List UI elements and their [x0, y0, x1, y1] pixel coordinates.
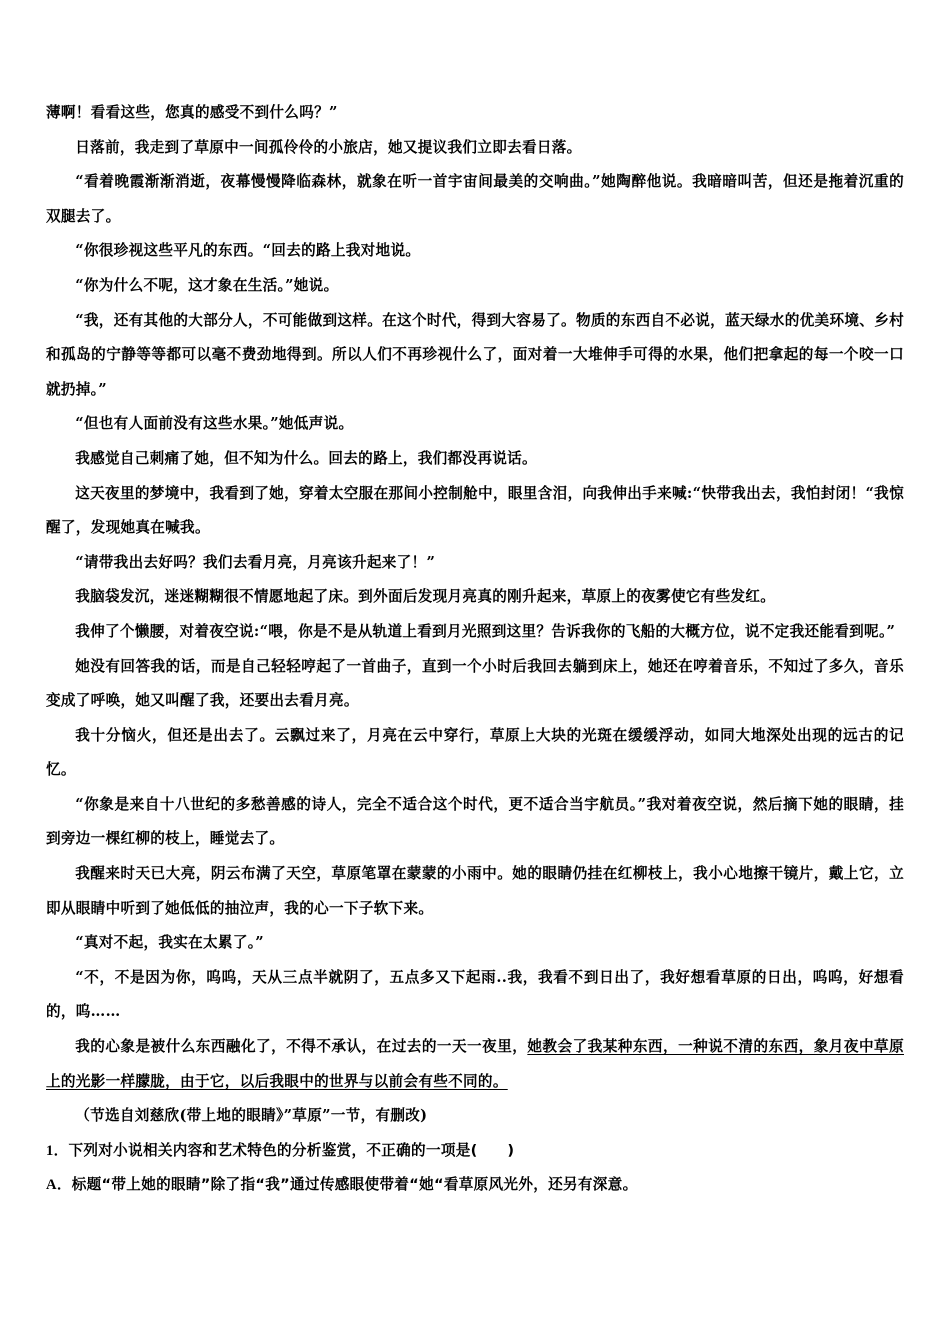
paragraph-9: 这天夜里的梦境中，我看到了她，穿着太空服在那间小控制舱中，眼里含泪，向我伸出手来喊:“快带我出去，我怕封闭！“我惊醒了，发现她真在喊我。 [46, 484, 904, 537]
question-number: 1． [46, 1142, 69, 1159]
paragraph-3: “看着晚霞渐渐消逝，夜幕慢慢降临森林，就象在听一首宇宙间最美的交响曲。”她陶醉他说。我暗暗叫苦，但还是拖着沉重的双腿去了。 [46, 173, 904, 225]
paragraph-final [46, 1030, 904, 1099]
paragraph-14: 我十分恼火，但还是出去了。云飘过来了，月亮在云中穿行，草原上大块的光斑在缓缓浮动，如同大地深处出现的远古的记忆。 [46, 726, 904, 779]
question-1 [46, 1134, 904, 1169]
final-paragraph-underlined: 她教会了我某种东西，一种说不清的东西，象月夜中草原上的光影一样朦胧，由于它，以后我眼中的世界与以前会有些不同的。 [46, 1038, 904, 1090]
paragraph-15: “你象是来自十八世纪的多愁善感的诗人，完全不适合这个时代，更不适合当宇航员。”我对着夜空说，然后摘下她的眼睛，挂到旁边一棵红柳的枝上，睡觉去了。 [46, 795, 904, 848]
question-options [46, 1168, 904, 1203]
option-letter: A． [46, 1177, 72, 1194]
paragraph-8: 我感觉自己刺痛了她，但不知为什么。回去的路上，我们都没再说话。 [75, 449, 537, 467]
option-1[interactable] [46, 1168, 904, 1203]
final-paragraph-plain: 我的心象是被什么东西融化了，不得不承认，在过去的一天一夜里， [75, 1038, 528, 1056]
paragraph-16: 我醒来时天已大亮，阴云布满了天空，草原笔罩在蒙蒙的小雨中。她的眼睛仍挂在红柳枝上，我小心地擦干镜片，戴上它，立即从眼睛中听到了她低低的抽泣声，我的心一下子软下来。 [46, 865, 904, 917]
paragraph-13: 她没有回答我的话，而是自己轻轻哼起了一首曲子，直到一个小时后我回去躺到床上，她还在哼着音乐，不知过了多久，音乐变成了呼唤，她又叫醒了我，还要出去看月亮。 [46, 657, 904, 710]
paragraph-4: “你很珍视这些平凡的东西。“回去的路上我对地说。 [75, 242, 421, 260]
question-text: 下列对小说相关内容和艺术特色的分析鉴赏，不正确的一项是( ) [68, 1141, 515, 1159]
option-text: 标题“带上她的眼睛”除了指“我”通过传感眼使带着“她“看草原风光外，还另有深意。 [71, 1176, 638, 1194]
paragraph-18: “不，不是因为你，呜呜，天从三点半就阴了，五点多又下起雨..我，我看不到日出了，我好想看草原的日出，呜呜，好想看的，呜…… [46, 968, 904, 1021]
document-page [46, 96, 904, 1203]
paragraph-10: “请带我出去好吗？我们去看月亮，月亮该升起来了！” [75, 553, 436, 571]
paragraph-2: 日落前，我走到了草原中一间孤伶伶的小旅店，她又提议我们立即去看日落。 [75, 138, 582, 156]
paragraph-7: “但也有人面前没有这些水果。”她低声说。 [75, 415, 354, 433]
paragraph-17: “真对不起，我实在太累了。” [75, 934, 265, 952]
paragraph-5: “你为什么不呢，这才象在生活。”她说。 [75, 276, 339, 294]
story-body [46, 96, 904, 1030]
paragraph-1: 薄啊！看看这些，您真的感受不到什么吗？” [46, 104, 338, 121]
paragraph-12: 我伸了个懒腰，对着夜空说:“喂，你是不是从轨道上看到月光照到这里？告诉我你的飞船的大概方位，说不定我还能看到呢。” [75, 622, 896, 640]
source-note: （节选自刘慈欣(带上地的眼睛》”草原”一节，有删改) [75, 1107, 428, 1125]
paragraph-6: “我，还有其他的大部分人，不可能做到这样。在这个时代，得到大容易了。物质的东西自不必说，蓝天绿水的优美环境、乡村和孤岛的宁静等等都可以毫不费劲地得到。所以人们不再珍视什么了，面对着一大堆伸手可得的水果，他们把拿起的每一个咬一口就扔掉。” [46, 311, 904, 398]
paragraph-11: 我脑袋发沉，迷迷糊糊很不情愿地起了床。到外面后发现月亮真的刚升起来，草原上的夜雾使它有些发红。 [75, 588, 776, 606]
